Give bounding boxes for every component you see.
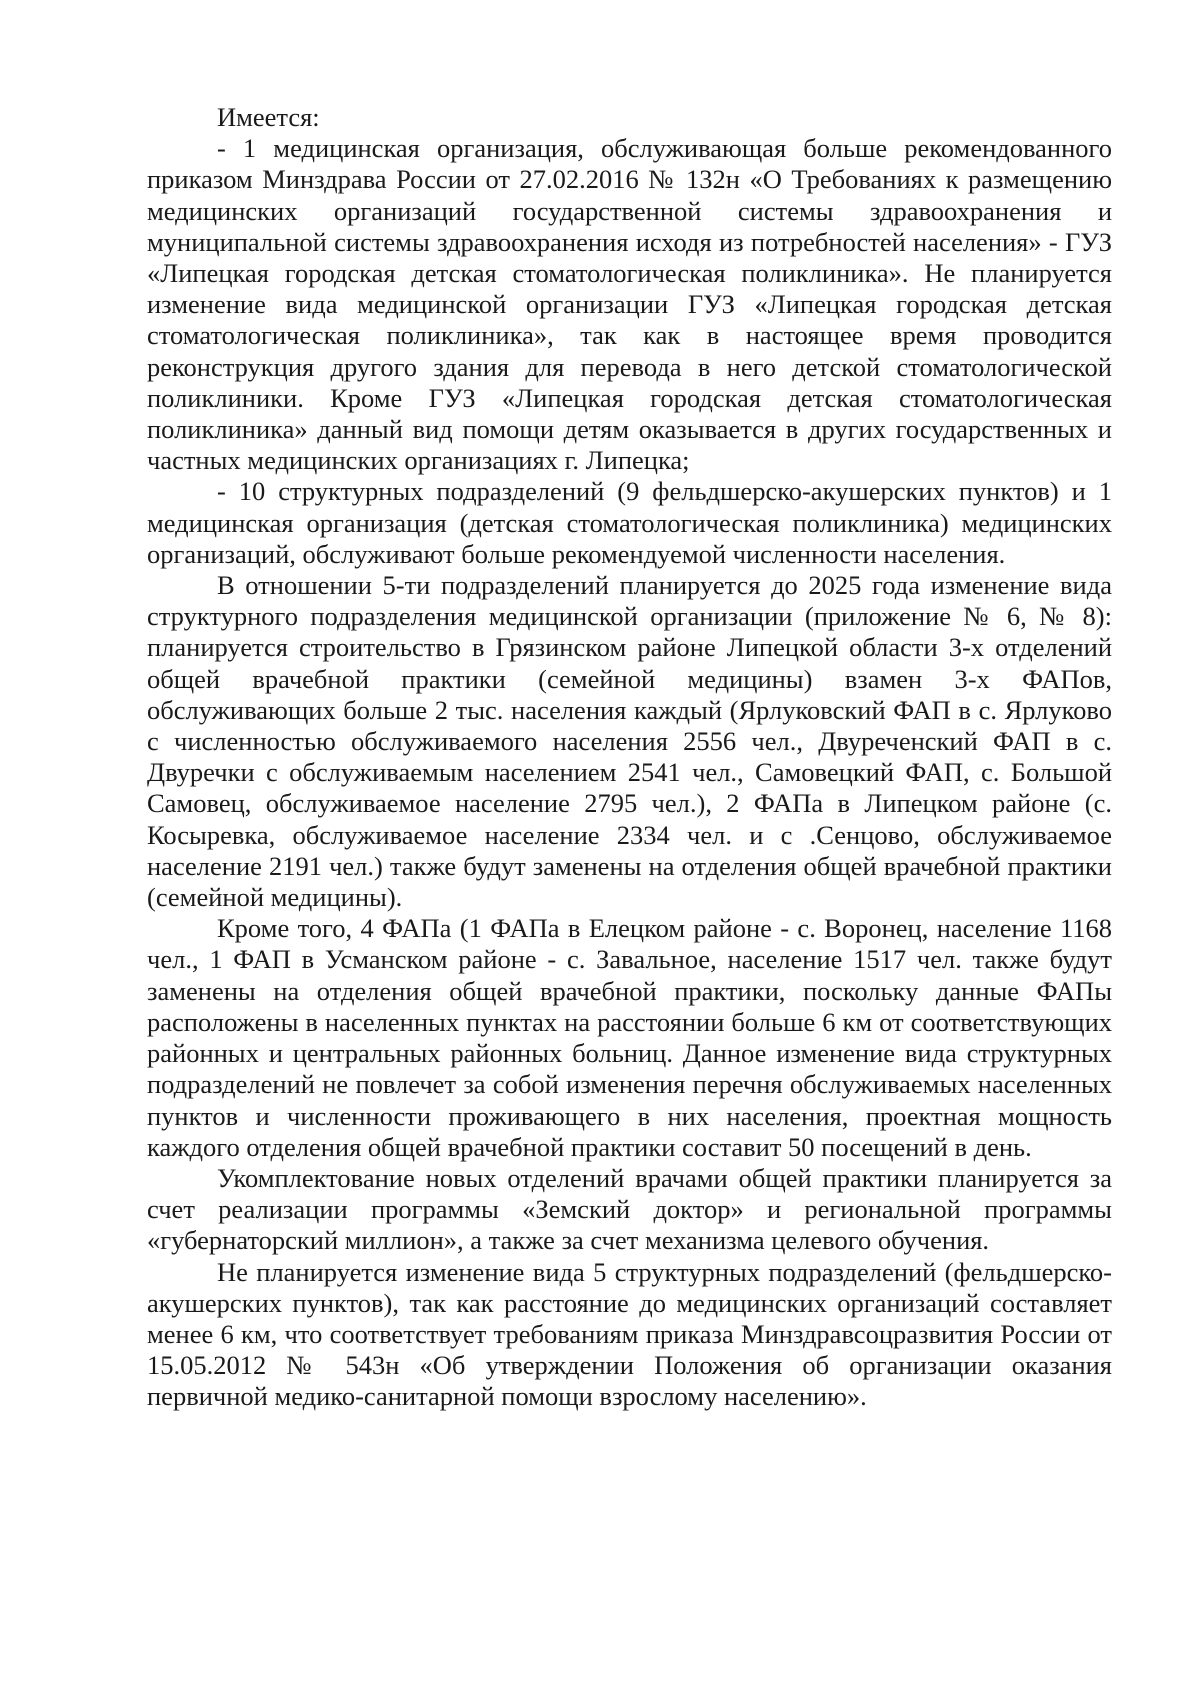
paragraph-no-change: Не планируется изменение вида 5 структурных подразделений (фельдшерско-акушерских пунктов), так как расстояние до медицинских организаций составляет менее 6 км, что соответствует требованиям приказа Минздравсоцразвития России от 15.05.2012 № 543н «Об утверждении Положения об организации оказания первичной медико-санитарной помощи взрослому населению». <box>147 1256 1112 1412</box>
paragraph-four-fap-change: Кроме того, 4 ФАПа (1 ФАПа в Елецком районе - с. Воронец, население 1168 чел., 1 ФАП в Усманском районе - с. Завальное, население 1517 чел. также будут заменены на отделения общей врачебной практики, поскольку данные ФАПы расположены в населенных пунктах на расстоянии больше 6 км от соответствующих районных и центральных районных больниц. Данное изменение вида структурных подразделений не повлечет за собой изменения перечня обслуживаемых населенных пунктов и численности проживающего в них населения, проектная мощность каждого отделения общей врачебной практики составит 50 посещений в день. <box>147 913 1112 1162</box>
paragraph-heading: Имеется: <box>217 102 320 132</box>
paragraph-five-units-change: В отношении 5-ти подразделений планируется до 2025 года изменение вида структурного подразделения медицинской организации (приложение № 6, № 8): планируется строительство в Грязинском районе Липецкой области 3-х отделений общей врачебной практики (семейной медицины) взамен 3-х ФАПов, обслуживающих больше 2 тыс. населения каждый (Ярлуковский ФАП в с. Ярлуково с численностью обслуживаемого населения 2556 чел., Двуреченский ФАП в с. Двуречки с обслуживаемым населением 2541 чел., Самовецкий ФАП, с. Большой Самовец, обслуживаемое население 2795 чел.), 2 ФАПа в Липецком районе (с. Косыревка, обслуживаемое население 2334 чел. и с .Сенцово, обслуживаемое население 2191 чел.) также будут заменены на отделения общей врачебной практики (семейной медицины). <box>147 570 1112 913</box>
paragraph-dental-clinic: - 1 медицинская организация, обслуживающая больше рекомендованного приказом Минздрава России от 27.02.2016 № 132н «О Требованиях к размещению медицинских организаций государственной системы здравоохранения и муниципальной системы здравоохранения исходя из потребностей населения» - ГУЗ «Липецкая городская детская стоматологическая поликлиника». Не планируется изменение вида медицинской организации ГУЗ «Липецкая городская детская стоматологическая поликлиника», так как в настоящее время проводится реконструкция другого здания для перевода в него детской стоматологической поликлиники. Кроме ГУЗ «Липецкая городская детская стоматологическая поликлиника» данный вид помощи детям оказывается в других государственных и частных медицинских организациях г. Липецка; <box>147 133 1112 476</box>
document-body <box>147 102 1112 1413</box>
paragraph-staffing: Укомплектование новых отделений врачами общей практики планируется за счет реализации программы «Земский доктор» и региональной программы «губернаторский миллион», а также за счет механизма целевого обучения. <box>147 1162 1112 1256</box>
paragraph-structural-units: - 10 структурных подразделений (9 фельдшерско-акушерских пунктов) и 1 медицинская организация (детская стоматологическая поликлиника) медицинских организаций, обслуживают больше рекомендуемой численности населения. <box>147 476 1112 569</box>
